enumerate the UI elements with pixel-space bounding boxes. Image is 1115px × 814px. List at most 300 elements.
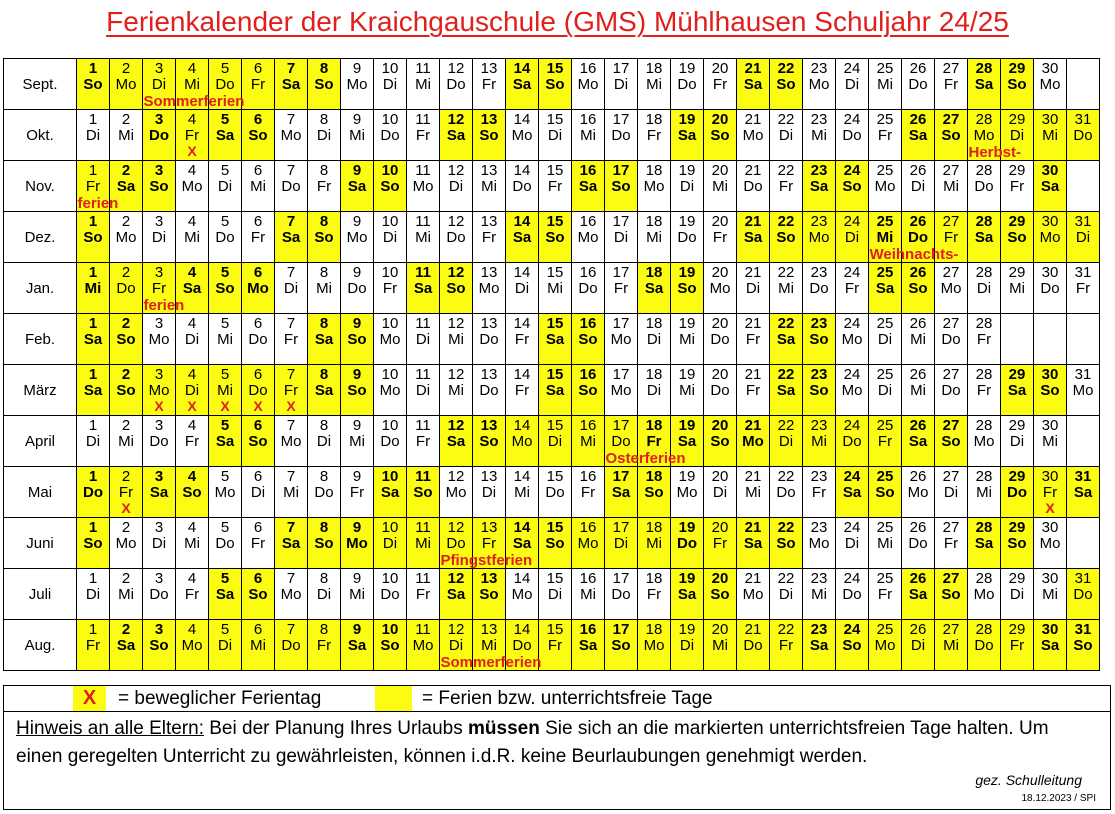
- day-cell: [572, 314, 605, 365]
- day-number: 26: [909, 519, 927, 536]
- weekday: So: [578, 382, 598, 399]
- weekday: Fr: [1042, 484, 1058, 501]
- day-number: 5: [220, 417, 230, 434]
- weekday: Di: [415, 331, 431, 348]
- day-number: 28: [975, 417, 993, 434]
- weekday: Do: [743, 178, 763, 195]
- weekday: Di: [316, 433, 332, 450]
- day-cell: [506, 59, 539, 110]
- day-cell: [440, 569, 473, 620]
- day-number: 7: [286, 468, 296, 485]
- day-cell: [143, 569, 176, 620]
- day-number: 4: [187, 621, 197, 638]
- day-cell: [110, 569, 143, 620]
- day-number: 2: [121, 213, 131, 230]
- day-number: 17: [612, 111, 630, 128]
- day-cell: [539, 365, 572, 416]
- weekday: Mi: [481, 178, 497, 195]
- weekday: Fr: [151, 280, 167, 297]
- day-number: 4: [187, 60, 197, 77]
- day-number: 25: [876, 213, 894, 230]
- day-number: 13: [480, 468, 498, 485]
- day-cell: [968, 518, 1001, 569]
- day-cell: [275, 212, 308, 263]
- month-row: [4, 620, 1100, 671]
- day-number: 9: [352, 111, 362, 128]
- day-number: 29: [1008, 519, 1026, 536]
- day-number: 7: [286, 111, 296, 128]
- day-cell: [968, 416, 1001, 467]
- day-cell: [704, 59, 737, 110]
- day-number: 1: [88, 264, 98, 281]
- day-cell: [638, 161, 671, 212]
- empty-cell: [1067, 161, 1100, 212]
- day-cell: [242, 161, 275, 212]
- day-cell: [209, 518, 242, 569]
- day-cell: [968, 569, 1001, 620]
- weekday: Mi: [1009, 280, 1025, 297]
- day-cell: [473, 416, 506, 467]
- day-number: 26: [909, 417, 927, 434]
- weekday: Sa: [380, 484, 400, 501]
- day-number: 9: [352, 519, 362, 536]
- day-number: 17: [612, 213, 630, 230]
- day-number: 29: [1008, 621, 1026, 638]
- day-number: 22: [777, 213, 795, 230]
- weekday: Sa: [743, 535, 763, 552]
- day-cell: [374, 416, 407, 467]
- day-cell: [440, 518, 473, 569]
- day-cell: [869, 620, 902, 671]
- month-label: Mai: [4, 467, 77, 518]
- day-cell: [1067, 263, 1100, 314]
- weekday: So: [842, 637, 862, 654]
- day-number: 24: [843, 519, 861, 536]
- weekday: Do: [116, 280, 136, 297]
- weekday: Fr: [250, 76, 266, 93]
- day-number: 12: [447, 468, 465, 485]
- day-cell: [935, 161, 968, 212]
- weekday: Fr: [184, 127, 200, 144]
- day-number: 17: [612, 315, 630, 332]
- day-number: 14: [513, 111, 531, 128]
- day-cell: [407, 620, 440, 671]
- weekday: Mo: [874, 178, 896, 195]
- day-number: 23: [810, 468, 828, 485]
- day-number: 28: [975, 315, 993, 332]
- weekday: Di: [85, 433, 101, 450]
- day-cell: [242, 416, 275, 467]
- day-cell: [77, 365, 110, 416]
- day-cell: [308, 620, 341, 671]
- day-cell: [110, 314, 143, 365]
- day-cell: [341, 620, 374, 671]
- weekday: Di: [1009, 586, 1025, 603]
- day-cell: [671, 161, 704, 212]
- weekday: Mi: [415, 229, 431, 246]
- day-number: 25: [876, 60, 894, 77]
- month-row: [4, 263, 1100, 314]
- weekday: Mi: [811, 127, 827, 144]
- day-cell: [308, 416, 341, 467]
- day-number: 11: [415, 468, 431, 485]
- day-cell: [473, 467, 506, 518]
- day-number: 28: [975, 366, 993, 383]
- day-cell: [935, 569, 968, 620]
- day-number: 12: [447, 213, 465, 230]
- day-cell: [572, 59, 605, 110]
- weekday: Mo: [940, 280, 962, 297]
- weekday: Do: [908, 229, 928, 246]
- weekday: Mi: [646, 535, 662, 552]
- weekday: Di: [184, 382, 200, 399]
- weekday: Di: [316, 127, 332, 144]
- day-cell: [572, 263, 605, 314]
- month-label: Aug.: [4, 620, 77, 671]
- weekday: Sa: [413, 280, 433, 297]
- day-number: 3: [154, 60, 164, 77]
- weekday: So: [611, 637, 631, 654]
- weekday: Di: [217, 178, 233, 195]
- weekday: Mo: [742, 433, 764, 450]
- day-cell: [902, 314, 935, 365]
- weekday: Mi: [547, 280, 563, 297]
- day-number: 11: [415, 111, 431, 128]
- day-number: 24: [843, 570, 861, 587]
- weekday: Mi: [1042, 586, 1058, 603]
- day-cell: [143, 620, 176, 671]
- day-number: 26: [909, 264, 927, 281]
- weekday: Do: [710, 331, 730, 348]
- day-cell: [1001, 620, 1034, 671]
- weekday: Mi: [811, 586, 827, 603]
- weekday: Mo: [148, 331, 170, 348]
- day-number: 24: [843, 366, 861, 383]
- day-number: 1: [88, 315, 98, 332]
- weekday: Sa: [83, 331, 103, 348]
- weekday: Do: [512, 178, 532, 195]
- day-cell: [572, 365, 605, 416]
- day-cell: [176, 161, 209, 212]
- day-number: 29: [1008, 162, 1026, 179]
- weekday: So: [611, 178, 631, 195]
- day-cell: [803, 212, 836, 263]
- day-cell: [902, 518, 935, 569]
- weekday: So: [941, 586, 961, 603]
- day-cell: [935, 110, 968, 161]
- weekday: Fr: [646, 586, 662, 603]
- day-cell: [803, 110, 836, 161]
- weekday: Do: [215, 535, 235, 552]
- weekday: So: [413, 484, 433, 501]
- day-cell: [374, 314, 407, 365]
- weekday: Do: [842, 127, 862, 144]
- day-cell: [869, 161, 902, 212]
- day-number: 17: [612, 570, 630, 587]
- weekday: Mo: [742, 127, 764, 144]
- day-number: 27: [942, 417, 960, 434]
- day-number: 16: [579, 162, 597, 179]
- day-number: 30: [1041, 264, 1059, 281]
- month-label: Juni: [4, 518, 77, 569]
- day-number: 31: [1074, 621, 1092, 638]
- weekday: Mo: [577, 229, 599, 246]
- day-cell: [638, 263, 671, 314]
- day-cell: [341, 59, 374, 110]
- weekday: Mi: [876, 229, 894, 246]
- day-cell: [506, 161, 539, 212]
- weekday: Di: [85, 586, 101, 603]
- day-cell: [770, 263, 803, 314]
- day-cell: [737, 212, 770, 263]
- weekday: Fr: [118, 484, 134, 501]
- day-number: 6: [253, 366, 263, 383]
- day-cell: [770, 620, 803, 671]
- day-cell: [341, 212, 374, 263]
- weekday: Fr: [283, 382, 299, 399]
- day-number: 13: [480, 519, 498, 536]
- weekday: So: [1007, 535, 1027, 552]
- month-label: Feb.: [4, 314, 77, 365]
- weekday: Sa: [446, 433, 466, 450]
- holiday-label-herbst: Herbst-: [968, 143, 1022, 161]
- weekday: Fr: [1009, 178, 1025, 195]
- day-number: 28: [975, 213, 993, 230]
- day-number: 24: [843, 111, 861, 128]
- month-label: Nov.: [4, 161, 77, 212]
- weekday: Di: [1075, 229, 1091, 246]
- day-cell: [473, 569, 506, 620]
- day-number: 11: [415, 570, 431, 587]
- day-number: 18: [645, 519, 663, 536]
- day-cell: [473, 110, 506, 161]
- day-cell: [1001, 365, 1034, 416]
- month-label: April: [4, 416, 77, 467]
- day-cell: [869, 263, 902, 314]
- day-cell: [770, 467, 803, 518]
- day-cell: [935, 620, 968, 671]
- day-number: 22: [777, 621, 795, 638]
- day-cell: [473, 620, 506, 671]
- weekday: Do: [611, 433, 631, 450]
- day-number: 17: [612, 621, 630, 638]
- day-cell: [176, 416, 209, 467]
- day-cell: [572, 569, 605, 620]
- day-cell: [110, 620, 143, 671]
- day-number: 17: [612, 468, 630, 485]
- weekday: Mo: [346, 229, 368, 246]
- day-cell: [341, 110, 374, 161]
- day-number: 6: [253, 417, 263, 434]
- day-number: 16: [579, 315, 597, 332]
- day-number: 4: [187, 111, 197, 128]
- day-number: 20: [711, 60, 729, 77]
- day-cell: [209, 263, 242, 314]
- day-number: 21: [744, 366, 762, 383]
- day-number: 22: [777, 468, 795, 485]
- day-cell: [1034, 569, 1067, 620]
- day-cell: [143, 59, 176, 110]
- month-row: [4, 518, 1100, 569]
- day-cell: [572, 416, 605, 467]
- day-number: 28: [975, 162, 993, 179]
- day-number: 8: [319, 162, 329, 179]
- document-date: 18.12.2023 / SPI: [1021, 793, 1096, 804]
- day-number: 2: [121, 570, 131, 587]
- day-number: 10: [381, 366, 399, 383]
- weekday: Fr: [481, 76, 497, 93]
- day-cell: [836, 212, 869, 263]
- weekday: Sa: [281, 229, 301, 246]
- day-number: 3: [154, 162, 164, 179]
- weekday: Di: [712, 484, 728, 501]
- weekday: Mo: [973, 433, 995, 450]
- day-cell: [143, 263, 176, 314]
- weekday: Di: [184, 331, 200, 348]
- weekday: Mo: [1039, 76, 1061, 93]
- day-number: 19: [678, 264, 696, 281]
- day-number: 8: [319, 264, 329, 281]
- weekday: Di: [646, 382, 662, 399]
- day-cell: [1034, 110, 1067, 161]
- weekday: Sa: [644, 280, 664, 297]
- weekday: Mi: [580, 433, 596, 450]
- day-number: 8: [319, 417, 329, 434]
- day-number: 4: [187, 264, 197, 281]
- day-cell: [770, 365, 803, 416]
- day-number: 14: [513, 417, 531, 434]
- day-cell: [440, 365, 473, 416]
- day-number: 18: [645, 417, 663, 434]
- day-number: 4: [187, 315, 197, 332]
- weekday: Mo: [973, 127, 995, 144]
- weekday: Mo: [346, 535, 368, 552]
- weekday: Di: [877, 331, 893, 348]
- day-cell: [737, 467, 770, 518]
- day-cell: [77, 314, 110, 365]
- weekday: Fr: [811, 484, 827, 501]
- legend: [3, 685, 1111, 712]
- day-number: 16: [579, 366, 597, 383]
- weekday: So: [941, 127, 961, 144]
- weekday: Mo: [907, 484, 929, 501]
- day-cell: [341, 569, 374, 620]
- day-number: 29: [1008, 366, 1026, 383]
- day-cell: [935, 263, 968, 314]
- day-cell: [605, 467, 638, 518]
- weekday: Mi: [184, 76, 200, 93]
- day-cell: [1034, 620, 1067, 671]
- weekday: Fr: [943, 76, 959, 93]
- weekday: Mo: [346, 76, 368, 93]
- day-cell: [869, 110, 902, 161]
- weekday: Fr: [877, 127, 893, 144]
- weekday: So: [710, 586, 730, 603]
- day-number: 19: [678, 366, 696, 383]
- day-number: 24: [843, 162, 861, 179]
- day-cell: [671, 416, 704, 467]
- weekday: Di: [844, 76, 860, 93]
- day-number: 5: [220, 366, 230, 383]
- day-number: 2: [121, 264, 131, 281]
- day-cell: [803, 518, 836, 569]
- day-cell: [506, 416, 539, 467]
- day-cell: [176, 467, 209, 518]
- weekday: Fr: [613, 280, 629, 297]
- day-cell: [341, 518, 374, 569]
- day-number: 21: [744, 264, 762, 281]
- day-cell: [1001, 263, 1034, 314]
- day-number: 9: [352, 417, 362, 434]
- day-number: 19: [678, 60, 696, 77]
- weekday: So: [347, 382, 367, 399]
- weekday: Di: [910, 178, 926, 195]
- day-number: 11: [415, 417, 431, 434]
- day-number: 24: [843, 213, 861, 230]
- day-number: 27: [942, 264, 960, 281]
- movable-holiday-mark: X: [286, 398, 296, 414]
- weekday: Di: [778, 127, 794, 144]
- day-cell: [803, 569, 836, 620]
- day-number: 10: [381, 519, 399, 536]
- weekday: Mo: [247, 280, 269, 297]
- day-number: 12: [447, 519, 465, 536]
- weekday: Di: [877, 382, 893, 399]
- empty-cell: [1067, 314, 1100, 365]
- weekday: Sa: [776, 331, 796, 348]
- weekday: Mo: [379, 382, 401, 399]
- day-number: 25: [876, 162, 894, 179]
- day-cell: [638, 110, 671, 161]
- day-cell: [341, 314, 374, 365]
- weekday: Sa: [776, 382, 796, 399]
- weekday: Sa: [1040, 637, 1060, 654]
- day-number: 15: [546, 213, 564, 230]
- day-cell: [803, 620, 836, 671]
- day-number: 5: [220, 213, 230, 230]
- day-cell: [242, 59, 275, 110]
- day-cell: [968, 365, 1001, 416]
- day-cell: [704, 263, 737, 314]
- movable-holiday-mark: X: [187, 143, 197, 159]
- day-number: 14: [513, 468, 531, 485]
- weekday: So: [776, 535, 796, 552]
- weekday: So: [380, 178, 400, 195]
- weekday: Do: [446, 535, 466, 552]
- month-label: März: [4, 365, 77, 416]
- weekday: Sa: [314, 382, 334, 399]
- day-cell: [803, 416, 836, 467]
- day-cell: [407, 416, 440, 467]
- weekday: Mo: [445, 484, 467, 501]
- month-row: [4, 212, 1100, 263]
- day-cell: [77, 59, 110, 110]
- weekday: Fr: [877, 433, 893, 450]
- day-number: 21: [744, 621, 762, 638]
- weekday: Fr: [250, 229, 266, 246]
- day-cell: [407, 365, 440, 416]
- day-cell: [1034, 365, 1067, 416]
- day-number: 1: [88, 213, 98, 230]
- day-cell: [209, 161, 242, 212]
- day-cell: [539, 416, 572, 467]
- weekday: Fr: [712, 535, 728, 552]
- weekday: Mo: [808, 229, 830, 246]
- day-number: 18: [645, 213, 663, 230]
- day-cell: [440, 620, 473, 671]
- day-cell: [737, 518, 770, 569]
- day-cell: [572, 161, 605, 212]
